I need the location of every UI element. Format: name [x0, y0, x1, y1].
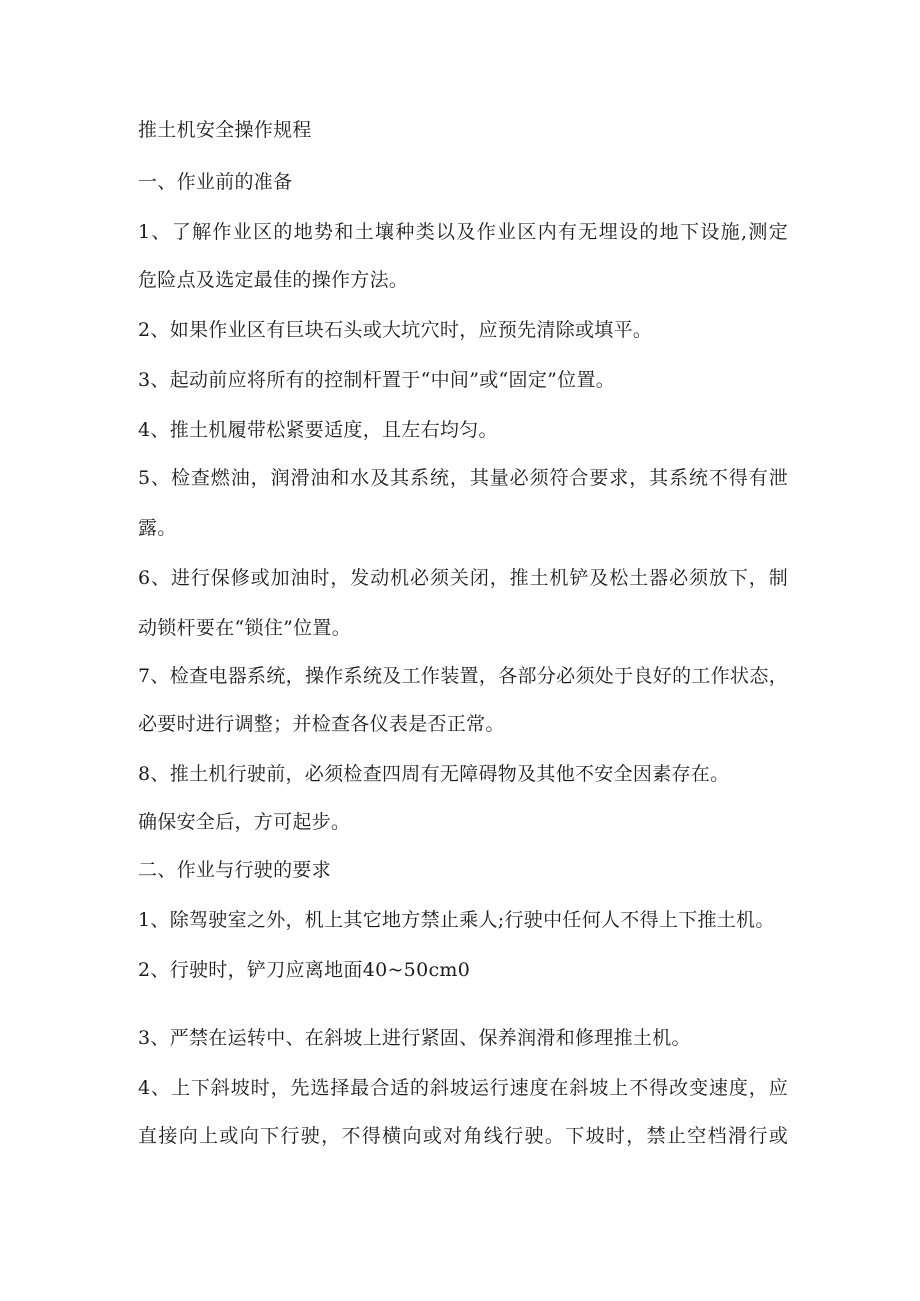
paragraph-s2-item-2: 2、行驶时，铲刀应离地面40~50cm0: [138, 959, 471, 981]
paragraph-item-1-line-1: 1、了解作业区的地势和土壤种类以及作业区内有无埋设的地下设施,测定: [138, 221, 788, 243]
paragraph-item-3: 3、起动前应将所有的控制杆置于“中间”或“固定”位置。: [138, 369, 616, 391]
section-heading-operation: 二、作业与行驶的要求: [138, 859, 332, 881]
paragraph-item-5-line-1: 5、检查燃油，润滑油和水及其系统，其量必须符合要求，其系统不得有泄: [138, 467, 788, 489]
paragraph-item-1-line-2: 危险点及选定最佳的操作方法。: [138, 269, 409, 291]
paragraph-s2-item-3: 3、严禁在运转中、在斜坡上进行紧固、保养润滑和修理推土机。: [138, 1027, 691, 1049]
paragraph-item-6-line-1: 6、进行保修或加油时，发动机必须关闭，推土机铲及松土器必须放下，制: [138, 567, 788, 589]
paragraph-s2-item-4-line-2: 直接向上或向下行驶，不得横向或对角线行驶。下坡时，禁止空档滑行或: [138, 1125, 788, 1147]
paragraph-s2-item-1: 1、除驾驶室之外，机上其它地方禁止乘人;行驶中任何人不得上下推土机。: [138, 909, 775, 931]
paragraph-item-6-line-2: 动锁杆要在“锁住”位置。: [138, 617, 352, 639]
paragraph-item-8-line-2: 确保安全后，方可起步。: [138, 811, 351, 833]
section-heading-preparation: 一、作业前的准备: [138, 171, 293, 193]
paragraph-item-4: 4、推土机履带松紧要适度，且左右均匀。: [138, 419, 498, 441]
paragraph-item-5-line-2: 露。: [138, 517, 177, 539]
paragraph-item-7-line-1: 7、检查电器系统，操作系统及工作装置，各部分必须处于良好的工作状态，: [138, 665, 788, 687]
document-title: 推土机安全操作规程: [138, 119, 312, 141]
paragraph-item-2: 2、如果作业区有巨块石头或大坑穴时，应预先清除或填平。: [138, 319, 653, 341]
paragraph-item-8-line-1: 8、推土机行驶前，必须检查四周有无障碍物及其他不安全因素存在。: [138, 763, 730, 785]
paragraph-item-7-line-2: 必要时进行调整；并检查各仪表是否正常。: [138, 713, 505, 735]
paragraph-s2-item-4-line-1: 4、上下斜坡时，先选择最合适的斜坡运行速度在斜坡上不得改变速度，应: [138, 1077, 788, 1099]
